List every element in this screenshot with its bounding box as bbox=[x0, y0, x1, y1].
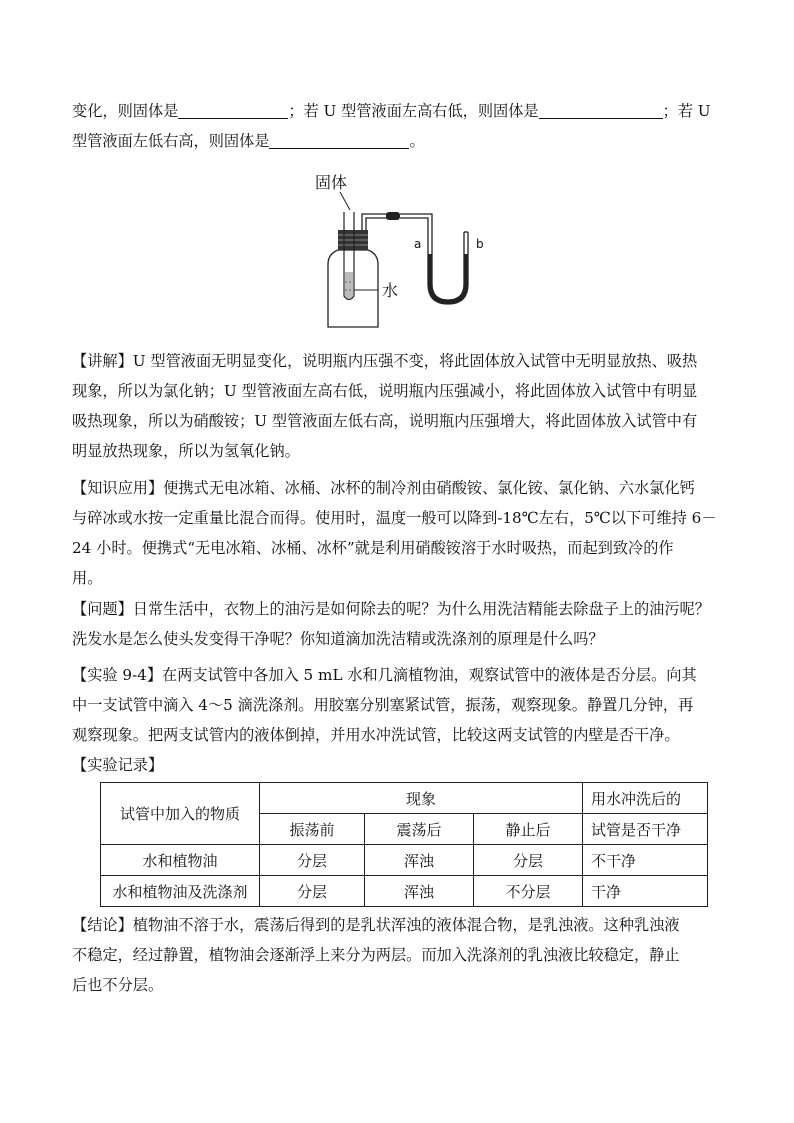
experiment-paragraph bbox=[72, 660, 724, 780]
solid-pointer-line bbox=[340, 192, 350, 210]
solid-label: 固体 bbox=[315, 173, 348, 192]
conclusion-line: 不稳定，经过静置，植物油会逐渐浮上来分为两层。而加入洗涤剂的乳浊液比较稳定，静止 bbox=[72, 946, 680, 964]
question-line: 【问题】日常生活中，衣物上的油污是如何除去的呢？为什么用洗洁精能去除盘子上的油污呢？ bbox=[72, 600, 710, 618]
tube-connector bbox=[386, 212, 400, 220]
experiment-line: 中一支试管中滴入 4～5 滴洗涤剂。用胶塞分别塞紧试管，振荡，观察现象。静置几分钟，再 bbox=[72, 696, 694, 714]
cell-before: 分层 bbox=[260, 845, 365, 876]
subheader-after: 震荡后 bbox=[365, 814, 474, 845]
cell-clean: 干净 bbox=[583, 876, 708, 907]
subheader-still: 静止后 bbox=[474, 814, 583, 845]
water-in-tube bbox=[345, 272, 353, 299]
experiment-record-table bbox=[100, 782, 708, 907]
intro-text: ；若 U 型管液面左高右低，则固体是 bbox=[288, 102, 539, 120]
conclusion-paragraph bbox=[72, 910, 724, 1000]
u-tube-liquid bbox=[428, 254, 468, 304]
apparatus-figure bbox=[300, 172, 520, 332]
table-row bbox=[101, 845, 708, 876]
intro-text: 。 bbox=[409, 132, 425, 150]
question-line: 洗发水是怎么使头发变得干净呢？你知道滴加洗洁精或洗涤剂的原理是什么吗？ bbox=[72, 630, 604, 648]
header-phenomenon: 现象 bbox=[260, 783, 583, 814]
conclusion-line: 后也不分层。 bbox=[72, 976, 164, 994]
subheader-before: 振荡前 bbox=[260, 814, 365, 845]
cell-substance: 水和植物油及洗涤剂 bbox=[101, 876, 260, 907]
intro-paragraph bbox=[72, 96, 724, 156]
conclusion-line: 【结论】植物油不溶于水，震荡后得到的是乳状浑浊的液体混合物，是乳浊液。这种乳浊液 bbox=[72, 916, 680, 934]
cell-still: 不分层 bbox=[474, 876, 583, 907]
cell-after: 浑浊 bbox=[365, 876, 474, 907]
intro-text: ；若 U bbox=[662, 102, 711, 120]
cell-after: 浑浊 bbox=[365, 845, 474, 876]
table-header-row bbox=[101, 783, 708, 814]
table-row bbox=[101, 876, 708, 907]
water-label: 水 bbox=[382, 281, 399, 300]
cell-substance: 水和植物油 bbox=[101, 845, 260, 876]
cell-still: 分层 bbox=[474, 845, 583, 876]
header-rinse-2: 试管是否干净 bbox=[583, 814, 708, 845]
cell-before: 分层 bbox=[260, 876, 365, 907]
intro-text: 变化，则固体是 bbox=[72, 102, 179, 120]
knowledge-line: 【知识应用】便携式无电冰箱、冰桶、冰杯的制冷剂由硝酸铵、氯化铵、氯化钠、六水氯化钙 bbox=[72, 479, 695, 497]
knowledge-line: 用。 bbox=[72, 569, 103, 587]
label-a: a bbox=[414, 237, 422, 251]
label-b: b bbox=[476, 237, 484, 251]
header-rinse-1: 用水冲洗后的 bbox=[583, 783, 708, 814]
question-paragraph bbox=[72, 594, 724, 654]
cell-clean: 不干净 bbox=[583, 845, 708, 876]
intro-line-1 bbox=[72, 96, 724, 126]
explanation-paragraph bbox=[72, 346, 724, 466]
answer-blank-1[interactable] bbox=[178, 102, 288, 119]
header-substance: 试管中加入的物质 bbox=[101, 783, 260, 845]
explanation-line: 现象，所以为氯化钠；U 型管液面左高右低，说明瓶内压强减小，将此固体放入试管中有明显 bbox=[72, 382, 698, 400]
knowledge-paragraph bbox=[72, 473, 724, 593]
knowledge-line: 24 小时。便携式“无电冰箱、冰桶、冰杯”就是利用硝酸铵溶于水时吸热，而起到致冷的作 bbox=[72, 539, 674, 557]
knowledge-line: 与碎冰或水按一定重量比混合而得。使用时，温度一般可以降到-18℃左右，5℃以下可维持 6－ bbox=[72, 509, 717, 527]
experiment-line: 【实验 9-4】在两支试管中各加入 5 mL 水和几滴植物油，观察试管中的液体是否分层。向其 bbox=[72, 666, 697, 684]
record-title: 【实验记录】 bbox=[72, 756, 164, 774]
explanation-line: 吸热现象，所以为硝酸铵；U 型管液面左低右高，说明瓶内压强增大，将此固体放入试管中有 bbox=[72, 412, 698, 430]
experiment-line: 观察现象。把两支试管内的液体倒掉，并用水冲洗试管，比较这两支试管的内壁是否干净。 bbox=[72, 726, 680, 744]
intro-line-2 bbox=[72, 126, 724, 156]
answer-blank-2[interactable] bbox=[539, 102, 663, 119]
explanation-line: 【讲解】U 型管液面无明显变化，说明瓶内压强不变，将此固体放入试管中无明显放热、吸热 bbox=[72, 352, 698, 370]
explanation-line: 明显放热现象，所以为氢氧化钠。 bbox=[72, 442, 300, 460]
apparatus-diagram bbox=[300, 172, 520, 332]
answer-blank-3[interactable] bbox=[269, 132, 409, 149]
intro-text: 型管液面左低右高，则固体是 bbox=[72, 132, 270, 150]
